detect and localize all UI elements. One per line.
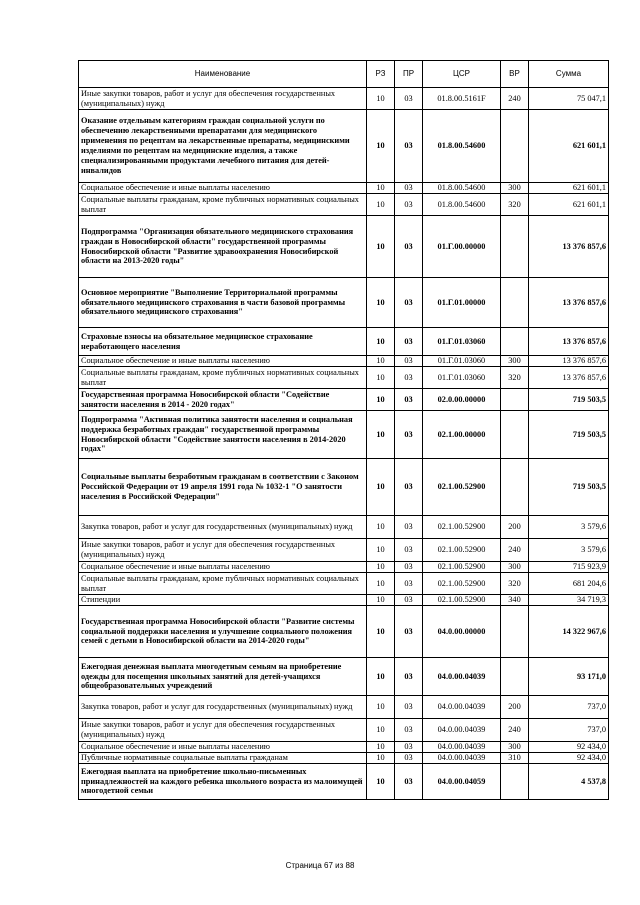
cell-vr [501,764,529,800]
header-rz: РЗ [367,61,395,88]
cell-pr: 03 [395,110,423,183]
budget-table [78,60,609,800]
cell-pr: 03 [395,278,423,328]
cell-rz: 10 [367,389,395,411]
cell-csr: 02.1.00.52900 [423,459,501,516]
cell-csr: 01.Г.00.00000 [423,216,501,278]
header-vr: ВР [501,61,529,88]
cell-sum: 13 376 857,6 [529,278,609,328]
header-sum: Сумма [529,61,609,88]
cell-sum: 621 601,1 [529,194,609,216]
cell-csr: 01.8.00.5161F [423,88,501,110]
cell-sum: 737,0 [529,696,609,719]
table-row [79,516,609,539]
cell-rz: 10 [367,411,395,459]
cell-csr: 01.8.00.54600 [423,194,501,216]
table-row [79,719,609,742]
cell-csr: 04.0.00.04039 [423,696,501,719]
cell-csr: 02.0.00.00000 [423,389,501,411]
cell-pr: 03 [395,719,423,742]
cell-csr: 02.1.00.00000 [423,411,501,459]
cell-vr [501,216,529,278]
cell-vr: 340 [501,595,529,606]
cell-sum: 93 171,0 [529,658,609,696]
cell-name: Подпрограмма "Активная политика занятости населения и социальная поддержка безработных граждан" государственной программы Новосибирской области "Содействие занятости населения в 2014-2020 годах" [79,411,367,459]
table-row [79,411,609,459]
cell-rz: 10 [367,595,395,606]
cell-pr: 03 [395,753,423,764]
cell-rz: 10 [367,573,395,595]
cell-rz: 10 [367,459,395,516]
header-name: Наименование [79,61,367,88]
cell-csr: 04.0.00.04039 [423,658,501,696]
cell-pr: 03 [395,459,423,516]
cell-sum: 13 376 857,6 [529,356,609,367]
cell-name: Социальные выплаты гражданам, кроме публичных нормативных социальных выплат [79,367,367,389]
cell-pr: 03 [395,356,423,367]
cell-vr [501,606,529,658]
cell-csr: 04.0.00.04039 [423,719,501,742]
cell-pr: 03 [395,764,423,800]
cell-rz: 10 [367,753,395,764]
table-row [79,278,609,328]
cell-sum: 681 204,6 [529,573,609,595]
cell-sum: 3 579,6 [529,539,609,562]
cell-sum: 92 434,0 [529,753,609,764]
cell-rz: 10 [367,367,395,389]
cell-sum: 715 923,9 [529,562,609,573]
cell-pr: 03 [395,742,423,753]
cell-csr: 04.0.00.00000 [423,606,501,658]
table-row [79,696,609,719]
cell-name: Стипендии [79,595,367,606]
cell-csr: 02.1.00.52900 [423,562,501,573]
cell-sum: 13 376 857,6 [529,216,609,278]
cell-pr: 03 [395,367,423,389]
cell-name: Подпрограмма "Организация обязательного медицинского страхования граждан в Новосибирской области" государственной программы Новосибирской области "Развитие здравоохранения Новосибирской области на 2013-2020 годы" [79,216,367,278]
cell-name: Ежегодная денежная выплата многодетным семьям на приобретение одежды для посещения школьных занятий для детей-учащихся общеобразовательных учреждений [79,658,367,696]
cell-sum: 92 434,0 [529,742,609,753]
cell-name: Социальные выплаты безработным гражданам в соответствии с Законом Российской Федерации от 19 апреля 1991 года № 1032-1 "О занятости населения в Российской Федерации" [79,459,367,516]
cell-name: Государственная программа Новосибирской области "Развитие системы социальной поддержки населения и улучшение социального положения семей с детьми в Новосибирской области на 2014-2020 годы" [79,606,367,658]
cell-rz: 10 [367,88,395,110]
cell-name: Социальное обеспечение и иные выплаты населению [79,356,367,367]
cell-csr: 01.Г.01.03060 [423,328,501,356]
cell-pr: 03 [395,606,423,658]
cell-vr: 320 [501,367,529,389]
table-row [79,367,609,389]
cell-pr: 03 [395,573,423,595]
cell-name: Страховые взносы на обязательное медицинское страхование неработающего населения [79,328,367,356]
cell-name: Социальные выплаты гражданам, кроме публичных нормативных социальных выплат [79,194,367,216]
cell-csr: 01.8.00.54600 [423,110,501,183]
table-row [79,573,609,595]
cell-rz: 10 [367,516,395,539]
table-row [79,216,609,278]
cell-pr: 03 [395,328,423,356]
cell-vr [501,389,529,411]
cell-name: Публичные нормативные социальные выплаты гражданам [79,753,367,764]
cell-vr: 240 [501,539,529,562]
table-row [79,459,609,516]
cell-name: Ежегодная выплата на приобретение школьно-письменных принадлежностей на каждого ребенка школьного возраста из малоимущей многодетной семьи [79,764,367,800]
cell-sum: 13 376 857,6 [529,367,609,389]
cell-sum: 3 579,6 [529,516,609,539]
cell-pr: 03 [395,539,423,562]
table-header-row [79,61,609,88]
cell-vr [501,459,529,516]
table-row [79,356,609,367]
cell-vr: 200 [501,696,529,719]
cell-vr: 320 [501,573,529,595]
cell-sum: 719 503,5 [529,411,609,459]
cell-sum: 34 719,3 [529,595,609,606]
cell-csr: 04.0.00.04059 [423,764,501,800]
cell-vr: 200 [501,516,529,539]
table-row [79,742,609,753]
cell-sum: 4 537,8 [529,764,609,800]
cell-vr: 300 [501,356,529,367]
header-csr: ЦСР [423,61,501,88]
cell-sum: 14 322 967,6 [529,606,609,658]
cell-vr [501,278,529,328]
table-row [79,606,609,658]
table-row [79,753,609,764]
table-row [79,764,609,800]
cell-name: Социальное обеспечение и иные выплаты населению [79,183,367,194]
cell-rz: 10 [367,110,395,183]
cell-vr [501,411,529,459]
cell-csr: 02.1.00.52900 [423,516,501,539]
page-footer: Страница 67 из 88 [285,861,355,870]
cell-csr: 02.1.00.52900 [423,595,501,606]
cell-pr: 03 [395,389,423,411]
cell-sum: 13 376 857,6 [529,328,609,356]
cell-name: Закупка товаров, работ и услуг для государственных (муниципальных) нужд [79,696,367,719]
table-row [79,539,609,562]
cell-vr: 240 [501,88,529,110]
table-body [79,88,609,800]
cell-rz: 10 [367,356,395,367]
cell-rz: 10 [367,278,395,328]
cell-sum: 719 503,5 [529,459,609,516]
cell-sum: 621 601,1 [529,183,609,194]
cell-rz: 10 [367,742,395,753]
table-row [79,389,609,411]
cell-sum: 621 601,1 [529,110,609,183]
cell-pr: 03 [395,595,423,606]
cell-rz: 10 [367,764,395,800]
cell-vr: 240 [501,719,529,742]
cell-pr: 03 [395,696,423,719]
cell-rz: 10 [367,216,395,278]
cell-csr: 01.Г.01.00000 [423,278,501,328]
cell-rz: 10 [367,719,395,742]
cell-pr: 03 [395,88,423,110]
table-row [79,194,609,216]
cell-vr: 300 [501,742,529,753]
cell-sum: 719 503,5 [529,389,609,411]
cell-rz: 10 [367,328,395,356]
cell-name: Государственная программа Новосибирской области "Содействие занятости населения в 2014 - 2020 годах" [79,389,367,411]
cell-sum: 75 047,1 [529,88,609,110]
cell-rz: 10 [367,539,395,562]
cell-vr [501,328,529,356]
cell-rz: 10 [367,562,395,573]
cell-name: Социальное обеспечение и иные выплаты населению [79,562,367,573]
cell-name: Закупка товаров, работ и услуг для государственных (муниципальных) нужд [79,516,367,539]
cell-csr: 04.0.00.04039 [423,753,501,764]
cell-rz: 10 [367,194,395,216]
cell-pr: 03 [395,411,423,459]
cell-vr: 320 [501,194,529,216]
table-row [79,562,609,573]
cell-name: Социальное обеспечение и иные выплаты населению [79,742,367,753]
cell-name: Иные закупки товаров, работ и услуг для обеспечения государственных (муниципальных) нужд [79,539,367,562]
cell-name: Иные закупки товаров, работ и услуг для обеспечения государственных (муниципальных) нужд [79,719,367,742]
cell-csr: 02.1.00.52900 [423,539,501,562]
cell-csr: 01.Г.01.03060 [423,367,501,389]
table-row [79,88,609,110]
cell-name: Основное мероприятие "Выполнение Территориальной программы обязательного медицинского страхования в части базовой программы обязательного медицинского страхования" [79,278,367,328]
cell-vr: 310 [501,753,529,764]
cell-pr: 03 [395,562,423,573]
cell-vr [501,658,529,696]
cell-csr: 04.0.00.04039 [423,742,501,753]
cell-vr: 300 [501,562,529,573]
cell-csr: 01.8.00.54600 [423,183,501,194]
cell-vr [501,110,529,183]
cell-name: Социальные выплаты гражданам, кроме публичных нормативных социальных выплат [79,573,367,595]
cell-name: Оказание отдельным категориям граждан социальной услуги по обеспечению лекарственными препаратами для медицинского применения по рецептам на лекарственные препараты, медицинскими изделиями по рецептам на медицинские изделия, а также специализированными продуктами лечебного питания для детей-инвалидов [79,110,367,183]
table-row [79,183,609,194]
table-row [79,328,609,356]
table-row [79,110,609,183]
cell-rz: 10 [367,658,395,696]
cell-pr: 03 [395,516,423,539]
cell-name: Иные закупки товаров, работ и услуг для обеспечения государственных (муниципальных) нужд [79,88,367,110]
cell-sum: 737,0 [529,719,609,742]
header-pr: ПР [395,61,423,88]
cell-csr: 01.Г.01.03060 [423,356,501,367]
cell-csr: 02.1.00.52900 [423,573,501,595]
cell-pr: 03 [395,183,423,194]
cell-rz: 10 [367,606,395,658]
cell-rz: 10 [367,696,395,719]
cell-pr: 03 [395,194,423,216]
table-row [79,595,609,606]
cell-pr: 03 [395,658,423,696]
cell-pr: 03 [395,216,423,278]
cell-vr: 300 [501,183,529,194]
cell-rz: 10 [367,183,395,194]
table-row [79,658,609,696]
